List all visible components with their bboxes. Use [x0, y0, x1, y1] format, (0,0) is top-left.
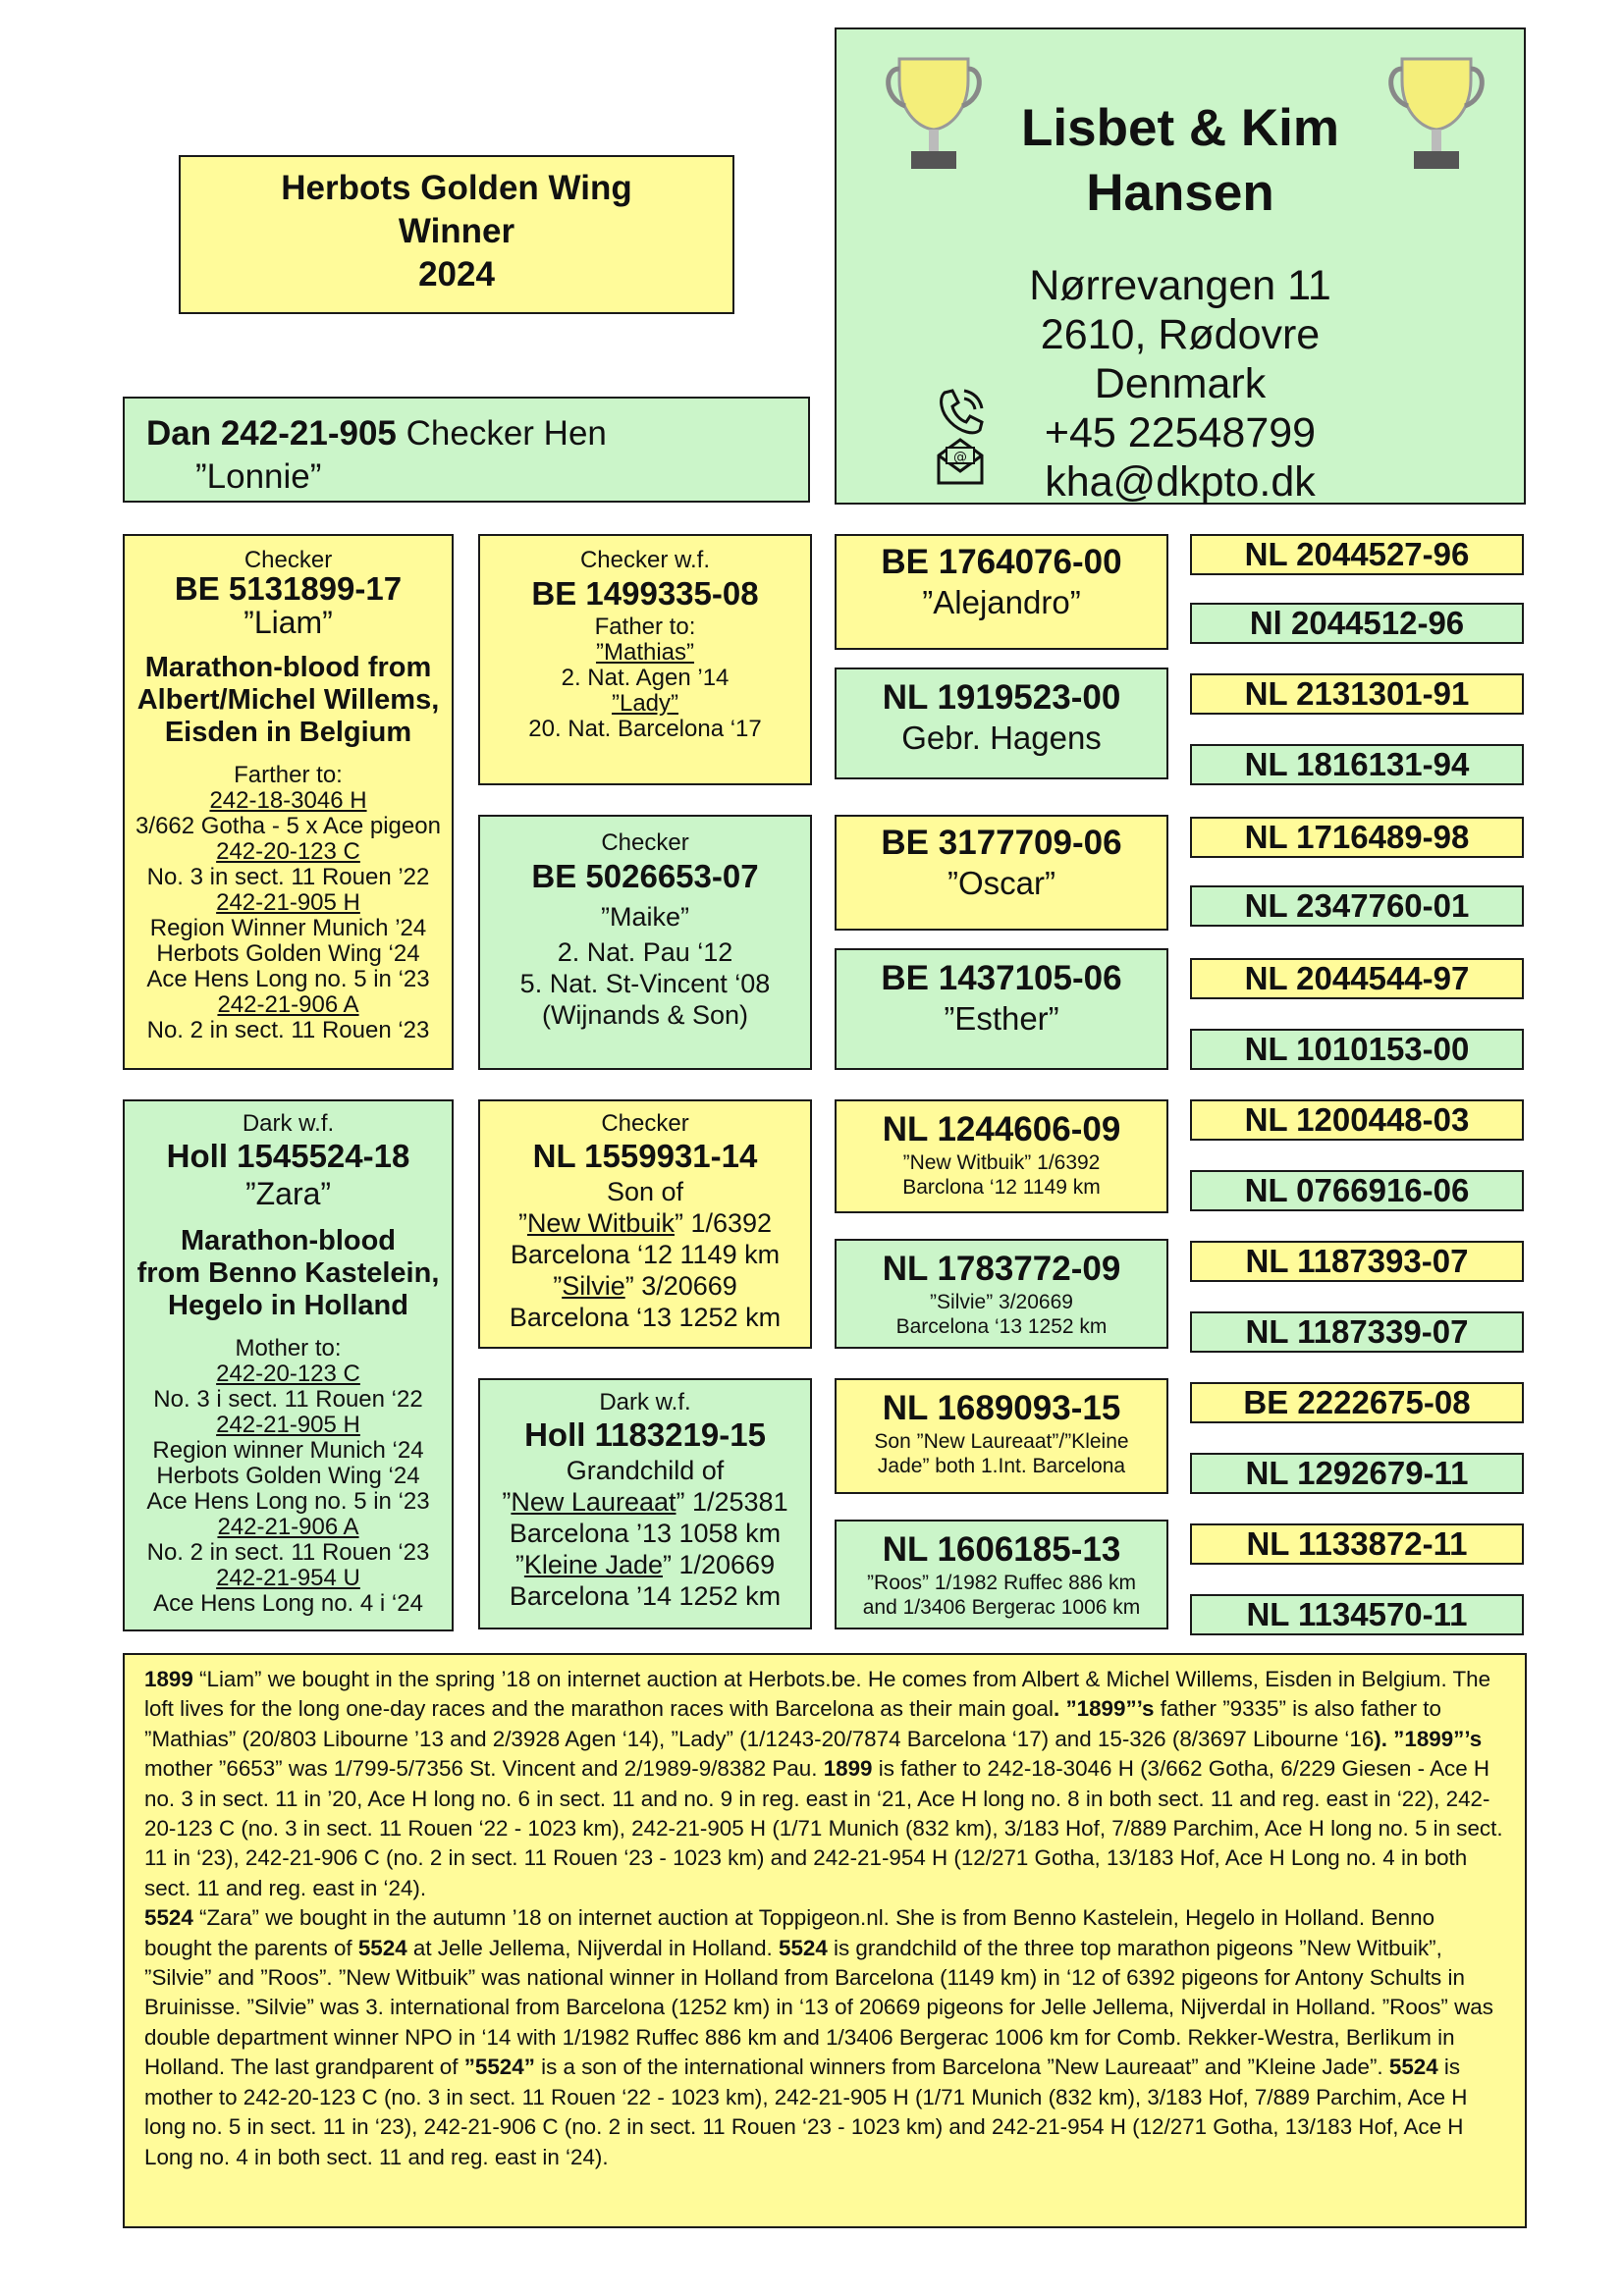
sire-sire-child1-result: 2. Nat. Agen ’14 — [561, 665, 730, 691]
sire-dam-ring: BE 5026653-07 — [531, 858, 759, 894]
dam-bloodline-1: Marathon-blood — [180, 1225, 397, 1256]
story-text-run: is mother to 242-20-123 C (no. 3 in sect. 11 Rouen ‘22 - 1023 km), 242-21-905 H (1/71 Munich (832 km), 3/183 Hof, 7/889 Parchim, Ace H long no. 5 in sect. 11 in ‘23), 242-21-906 C (no. 2 in sect. 11 Rouen ‘23 - 1023 km) and 242-21-954 H (12/271 Gotha, 13/183 Hof, Ace H Long no. 4 in both sect. 11 and reg. east in ‘24). — [144, 2055, 1468, 2169]
dam-bloodline-3: Hegelo in Holland — [168, 1290, 408, 1321]
gen4-ring: NL 1187393-07 — [1190, 1241, 1524, 1282]
sire-offspring-note-1: 3/662 Gotha - 5 x Ace pigeon — [135, 813, 441, 839]
owner-name-line1: Lisbet & Kim — [1021, 99, 1339, 157]
sire-sire-box — [478, 534, 812, 785]
dam-offspring-ring-6: 242-21-954 U — [216, 1565, 360, 1591]
email-icon — [935, 436, 986, 487]
dam-dam-gp1-race: Barcelona ’13 1058 km — [509, 1519, 782, 1548]
sire-dam-name: ”Maike” — [600, 902, 689, 932]
gen3-note: and 1/3406 Bergerac 1006 km — [862, 1596, 1141, 1619]
owner-country: Denmark — [1094, 360, 1267, 407]
story-text-run: “Liam” we bought in the spring ’18 on internet auction at Herbots.be. He comes from Albert & Michel Willems, Eisden in Belgium. The loft lives for the long one-day races and the marathon races with Barcelona as their main goal — [144, 1667, 1491, 1722]
dam-sire-parent2-race: Barcelona ‘13 1252 km — [509, 1303, 782, 1332]
dam-dam-gp1: ”New Laureaat” 1/25381 — [502, 1487, 788, 1517]
dam-offspring-ring-1: 242-20-123 C — [216, 1361, 360, 1387]
dam-sire-color: Checker — [601, 1110, 689, 1137]
sire-bloodline-1: Marathon-blood from — [144, 652, 432, 683]
sire-offspring-ring-3: 242-21-905 H — [216, 889, 360, 916]
sire-offspring-ring-1: 242-18-3046 H — [209, 787, 367, 814]
dam-color: Dark w.f. — [242, 1110, 335, 1137]
story-text-run: 5524 — [144, 1905, 193, 1931]
gen4-ring: NL 1010153-00 — [1190, 1029, 1524, 1070]
dam-bloodline-2: from Benno Kastelein, — [136, 1257, 440, 1289]
sire-bloodline-3: Eisden in Belgium — [164, 717, 412, 748]
gen4-ring: NL 1292679-11 — [1190, 1453, 1524, 1494]
dam-sire-parent1-race: Barcelona ‘12 1149 km — [510, 1240, 781, 1269]
gen4-ring: NL 2131301-91 — [1190, 673, 1524, 715]
story-text-run: is grandchild of the three top marathon pigeons ”New Witbuik”, ”Silvie” and ”Roos”. ”New Witbuik” was national winner in Holland from Barcelona (1149 km) in ‘12 of 6392 pigeons for Antony Schults in Bruinisse. ”Silvie” was 3. international from Barcelona (1252 km) in ‘13 of 20669 pigeons for Jelle Jellema, Nijverdal in Holland. ”Roos” was double department winner NPO in ‘14 with 1/1982 Ruffec 886 km and 1/3406 Bergerac 1006 km for Comb. Rekker-Westra, Berlikum in Holland. The last grandparent of — [144, 1935, 1493, 2080]
sire-dam-result2: 5. Nat. St-Vincent ‘08 — [519, 969, 771, 998]
dam-dam-gp2: ”Kleine Jade” 1/20669 — [514, 1550, 776, 1579]
story-text-run: “Zara” we bought in the autumn ’18 on internet auction at Toppigeon.nl. She is from Benno Kastelein, Hegelo in Holland. Benno bought the parents of — [144, 1905, 1435, 1960]
gen3-name: Gebr. Hagens — [901, 720, 1102, 756]
dam-offspring-note-2: Region winner Munich ‘24 — [152, 1437, 424, 1464]
gen3-ring: NL 1244606-09 — [882, 1110, 1121, 1148]
owner-phone: +45 22548799 — [1044, 409, 1317, 456]
sire-sire-child2-result: 20. Nat. Barcelona ‘17 — [528, 716, 762, 742]
gen3-note: ”New Witbuik” 1/6392 — [902, 1151, 1101, 1174]
story-text-run: is father to 242-18-3046 H (3/662 Gotha, 6/229 Giesen - Ace H no. 3 in sect. 11 in ’20, Ace H long no. 6 in sect. 11 and no. 9 in reg. east in ‘21, Ace H long no. 8 in both sect. 11 and reg. east in ‘22), 242-20-123 C (no. 3 in sect. 11 Rouen ‘22 - 1023 km), 242-21-905 H (1/71 Munich (832 km), 3/183 Hof, 7/889 Parchim, Ace H long no. 5 in sect. 11 in ‘23), 242-21-906 C (no. 2 in sect. 11 Rouen ‘23 - 1023 km) and 242-21-954 H (12/271 Gotha, 13/183 Hof, Ace H Long no. 4 in both sect. 11 and reg. east in ‘24). — [144, 1756, 1503, 1900]
gen3-note: Son ”New Laureaat”/”Kleine — [874, 1430, 1129, 1453]
story-paragraph-2 — [144, 1903, 1505, 2172]
award-line3: 2024 — [418, 255, 495, 294]
gen3-ring: BE 3177709-06 — [881, 824, 1122, 862]
story-text-run: at Jelle Jellema, Nijverdal in Holland. — [406, 1935, 779, 1960]
gen3-note: Jade” both 1.Int. Barcelona — [877, 1455, 1126, 1477]
story-text-run: is a son of the international winners from Barcelona ”New Laureaat” and ”Kleine Jade”. — [534, 2055, 1389, 2080]
sire-sire-color: Checker w.f. — [579, 547, 711, 573]
dam-dam-ring: Holl 1183219-15 — [524, 1416, 766, 1453]
owner-city: 2610, Rødovre — [1040, 311, 1321, 358]
gen3-box-7 — [835, 1378, 1168, 1494]
gen3-box-3 — [835, 815, 1168, 931]
story-text-run: 5524 — [357, 1935, 407, 1960]
sire-color: Checker — [243, 547, 333, 573]
gen4-ring: NL 1187339-07 — [1190, 1311, 1524, 1353]
gen4-ring: NL 1133872-11 — [1190, 1523, 1524, 1565]
gen4-ring: NL 2044527-96 — [1190, 534, 1524, 575]
dam-offspring-note-1: No. 3 i sect. 11 Rouen ‘22 — [153, 1386, 423, 1413]
dam-ring: Holl 1545524-18 — [166, 1138, 410, 1174]
award-box — [179, 155, 734, 314]
sire-sire-ring: BE 1499335-08 — [531, 575, 759, 612]
story-paragraph-1 — [144, 1665, 1505, 1903]
gen3-ring: NL 1689093-15 — [882, 1389, 1121, 1427]
gen3-note: ”Roos” 1/1982 Ruffec 886 km — [867, 1572, 1136, 1594]
dam-dam-box — [478, 1378, 812, 1629]
story-text-run: ”5524” — [463, 2055, 535, 2080]
sire-sire-child2: ”Lady” — [611, 690, 679, 717]
gen3-box-4 — [835, 948, 1168, 1070]
gen3-box-5 — [835, 1099, 1168, 1213]
gen3-box-6 — [835, 1239, 1168, 1349]
dam-sire-relation: Son of — [606, 1177, 684, 1206]
dam-parent-label: Mother to: — [235, 1335, 342, 1362]
story-text-run: 1899 — [823, 1756, 873, 1782]
owner-box — [835, 27, 1526, 505]
owner-email: kha@dkpto.dk — [1045, 458, 1316, 506]
sire-dam-result1: 2. Nat. Pau ‘12 — [557, 937, 733, 967]
owner-name — [837, 96, 1524, 226]
sire-offspring-note-4: Herbots Golden Wing ‘24 — [156, 940, 420, 967]
dam-offspring-note-3: Herbots Golden Wing ‘24 — [156, 1463, 420, 1489]
sire-dam-breeder: (Wijnands & Son) — [541, 1000, 749, 1030]
gen3-ring: NL 1919523-00 — [882, 678, 1121, 717]
subject-name: ”Lonnie” — [195, 457, 322, 496]
subject-ring: Dan 242-21-905 — [146, 414, 397, 453]
gen3-name: ”Oscar” — [947, 865, 1055, 901]
story-text-run: . ”1899”’s — [1054, 1696, 1155, 1722]
dam-box — [123, 1099, 454, 1631]
sire-offspring-ring-2: 242-20-123 C — [216, 838, 360, 865]
gen3-box-8 — [835, 1520, 1168, 1629]
story-text-run: mother ”6653” was 1/799-5/7356 St. Vincent and 2/1989-9/8382 Pau. — [144, 1756, 824, 1782]
gen4-ring: NL 1200448-03 — [1190, 1099, 1524, 1141]
sire-box — [123, 534, 454, 1070]
gen4-ring: NL 0766916-06 — [1190, 1170, 1524, 1211]
gen3-ring: BE 1764076-00 — [881, 543, 1122, 581]
svg-text:@: @ — [953, 450, 967, 465]
dam-name: ”Zara” — [244, 1176, 332, 1211]
sire-offspring-ring-6: 242-21-906 A — [217, 991, 359, 1018]
gen4-ring: NL 1134570-11 — [1190, 1594, 1524, 1635]
story-text-box — [123, 1653, 1527, 2228]
dam-sire-box — [478, 1099, 812, 1349]
sire-offspring-note-6: No. 2 in sect. 11 Rouen ‘23 — [146, 1017, 430, 1043]
dam-dam-color: Dark w.f. — [599, 1389, 691, 1415]
dam-offspring-ring-2: 242-21-905 H — [216, 1412, 360, 1438]
gen3-name: ”Alejandro” — [922, 584, 1081, 620]
story-text-run: 1899 — [144, 1667, 193, 1691]
dam-offspring-note-4: Ace Hens Long no. 5 in ‘23 — [146, 1488, 430, 1515]
owner-street: Nørrevangen 11 — [1029, 262, 1331, 309]
subject-pigeon-box — [123, 397, 810, 503]
dam-offspring-note-5: No. 2 in sect. 11 Rouen ‘23 — [146, 1539, 430, 1566]
story-text-run: 5524 — [779, 1935, 828, 1960]
sire-dam-color: Checker — [601, 829, 689, 856]
gen4-ring: NL 2347760-01 — [1190, 885, 1524, 927]
dam-sire-ring: NL 1559931-14 — [532, 1138, 758, 1174]
sire-name: ”Liam” — [243, 605, 333, 640]
story-text-run: 5524 — [1388, 2055, 1438, 2080]
gen3-box-2 — [835, 667, 1168, 779]
sire-offspring-note-5: Ace Hens Long no. 5 in ‘23 — [146, 966, 430, 992]
gen3-note: Barclona ‘12 1149 km — [902, 1176, 1101, 1199]
gen4-ring: NL 1816131-94 — [1190, 744, 1524, 785]
gen4-ring: NL 2044544-97 — [1190, 958, 1524, 999]
gen4-ring: Nl 2044512-96 — [1190, 603, 1524, 644]
gen3-ring: NL 1606185-13 — [882, 1530, 1121, 1569]
story-text-run: ). ”1899”’s — [1374, 1726, 1483, 1751]
sire-offspring-note-3: Region Winner Munich ’24 — [149, 915, 427, 941]
gen3-note: ”Silvie” 3/20669 — [930, 1291, 1073, 1313]
sire-sire-father-label: Father to: — [594, 614, 696, 640]
gen3-ring: BE 1437105-06 — [881, 959, 1122, 997]
award-line2: Winner — [398, 212, 515, 250]
subject-color: Checker Hen — [396, 414, 607, 453]
owner-name-line2: Hansen — [1086, 164, 1274, 222]
dam-sire-parent1: ”New Witbuik” 1/6392 — [517, 1208, 773, 1238]
sire-parent-label: Farther to: — [234, 762, 343, 788]
gen3-note: Barcelona ‘13 1252 km — [895, 1315, 1108, 1338]
dam-sire-parent2: ”Silvie” 3/20669 — [553, 1271, 737, 1301]
gen4-ring: BE 2222675-08 — [1190, 1382, 1524, 1423]
dam-offspring-note-6: Ace Hens Long no. 4 i ‘24 — [153, 1590, 423, 1617]
gen3-name: ”Esther” — [944, 1000, 1059, 1037]
sire-sire-child1: ”Mathias” — [595, 639, 695, 666]
gen3-box-1 — [835, 534, 1168, 650]
dam-dam-relation: Grandchild of — [566, 1456, 725, 1485]
gen3-ring: NL 1783772-09 — [882, 1250, 1121, 1288]
phone-icon — [935, 387, 986, 438]
sire-bloodline-2: Albert/Michel Willems, — [136, 684, 440, 716]
sire-ring: BE 5131899-17 — [174, 570, 403, 607]
sire-dam-box — [478, 815, 812, 1070]
gen4-ring: NL 1716489-98 — [1190, 817, 1524, 858]
sire-offspring-note-2: No. 3 in sect. 11 Rouen ’22 — [146, 864, 430, 890]
dam-dam-gp2-race: Barcelona ’14 1252 km — [509, 1581, 782, 1611]
story-text-run: father ”9335” is also father to ”Mathias” (20/803 Libourne ’13 and 2/3928 Agen ‘14), ”Lady” (1/1243-20/7874 Barcelona ‘17) and 15-326 (8/3697 Libourne ‘16 — [144, 1696, 1441, 1751]
dam-offspring-ring-5: 242-21-906 A — [217, 1514, 359, 1540]
award-line1: Herbots Golden Wing — [281, 169, 632, 207]
